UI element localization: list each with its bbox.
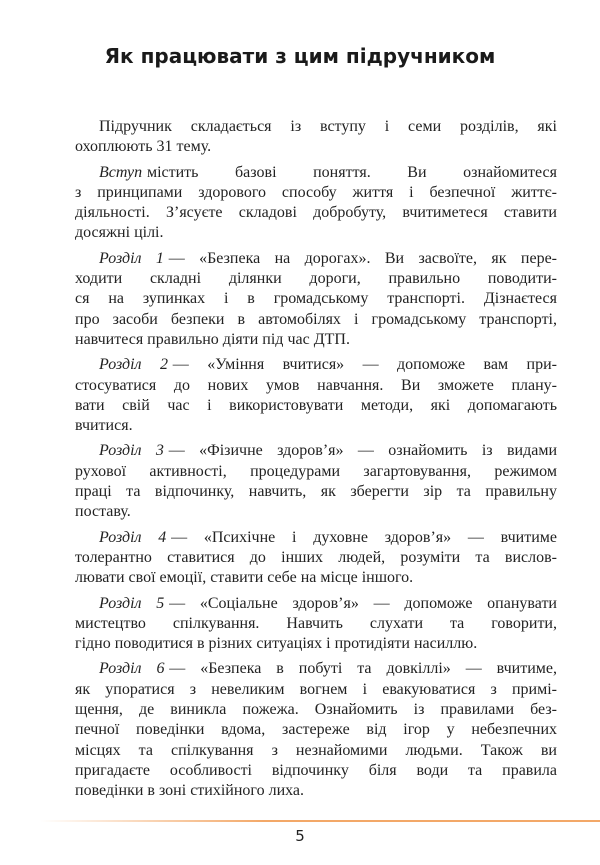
section-lead: Розділ 2 [99,356,168,374]
line-text: печної поведінки вдома, застереже від ігор у небезпечних [75,721,557,739]
line-text: гідно поводитися в різних ситуаціях і протидіяти насиллю. [75,635,478,653]
text-line [75,594,557,614]
line-text: діяльності. З’ясуєте складові добробуту, вчитиметеся ставити [75,204,557,222]
paragraph [75,117,557,158]
line-text: охоплюють 31 тему. [75,138,212,156]
text-line [75,163,557,183]
paragraph [75,441,557,522]
line-text: поведінки в зоні стихійного лиха. [75,782,305,800]
line-text: місцях та спілкування з незнайомими людьми. Також ви [75,741,557,759]
text-line [75,330,557,350]
line-text: Підручник складається із вступу і семи розділів, які [99,118,557,135]
document-body [75,117,557,807]
text-line [75,568,557,588]
line-text: про засоби безпеки в автомобілях і громадському транспорті, [75,310,557,328]
paragraph [75,249,557,350]
text-line [75,249,557,269]
line-text: — «Психічне і духовне здоров’я» — вчитиме [171,528,557,546]
text-line [75,355,557,375]
section-lead: Розділ 3 [99,442,164,460]
text-line [75,761,557,781]
line-text: — «Безпека в побуті та довкіллі» — вчитиме, [169,660,558,678]
text-line [75,183,557,203]
line-text: толерантно ставитися до інших людей, розуміти та вислов- [75,548,557,566]
section-lead: Розділ 1 [99,249,164,267]
paragraph [75,659,557,801]
text-line [75,396,557,416]
line-text: вати свій час і використовувати методи, які допомагають [75,396,557,414]
line-text: — «Уміння вчитися» — допоможе вам при- [172,356,558,374]
text-line [75,462,557,482]
text-line [75,502,557,522]
paragraph [75,163,557,244]
paragraph [75,594,557,655]
line-text: ся на зупинках і в громадському транспорті. Дізнаєтеся [75,290,557,308]
text-line [75,741,557,761]
line-text: мистецтво спілкування. Навчить слухати та говорити, [75,614,557,632]
text-line [75,680,557,700]
text-line [75,528,557,548]
line-text: — «Соціальне здоров’я» — допоможе опанувати [169,594,557,612]
text-line [75,700,557,720]
text-line [75,289,557,309]
footer-divider [40,820,600,822]
page-number: 5 [295,827,305,845]
line-text: пригадаєте особливості відпочинку біля води та правила [75,761,557,779]
text-line [75,416,557,436]
section-lead: Вступ [99,163,143,181]
text-line [75,634,557,654]
text-line [75,203,557,223]
line-text: як упоратися з невеликим вогнем і евакуюватися з примі- [75,680,557,698]
line-text: рухової активності, процедурами загартовування, режимом [75,462,557,480]
text-line [75,117,557,137]
line-text: з принципами здорового способу життя і безпечної життє- [75,183,557,201]
text-line [75,376,557,396]
line-text: лювати свої емоції, ставити себе на місце іншого. [75,569,414,587]
text-line [75,659,557,679]
text-line [75,269,557,289]
line-text: — «Фізичне здоров’я» — ознайомить із видами [168,442,558,460]
text-line [75,548,557,568]
paragraph [75,528,557,589]
section-lead: Розділ 5 [99,594,165,612]
line-text: навчитеся правильно діяти під час ДТП. [75,330,350,348]
text-line [75,223,557,243]
line-text: стосуватися до нових умов навчання. Ви зможете плану- [75,376,557,394]
line-text: досяжні цілі. [75,224,164,242]
text-line [75,310,557,330]
text-line [75,482,557,502]
line-text: поставу. [75,503,131,521]
page-title: Як працювати з цим підручником [104,44,496,68]
text-line [75,781,557,801]
line-text: — «Безпека на дорогах». Ви засвоїте, як пере- [168,249,557,267]
text-line [75,720,557,740]
line-text: щення, де виникла пожежа. Ознайомить із правилами без- [75,701,557,719]
text-line [75,614,557,634]
text-line [75,441,557,461]
section-lead: Розділ 4 [99,528,167,546]
line-text: ходити складні ділянки дороги, правильно поводити- [75,270,557,288]
text-line [75,137,557,157]
line-text: вчитися. [75,417,133,435]
paragraph [75,355,557,436]
line-text: праці та відпочинку, навчить, як зберегти зір та правильну [75,483,557,501]
line-text: містить базові поняття. Ви ознайомитеся [146,163,557,181]
section-lead: Розділ 6 [99,660,165,678]
